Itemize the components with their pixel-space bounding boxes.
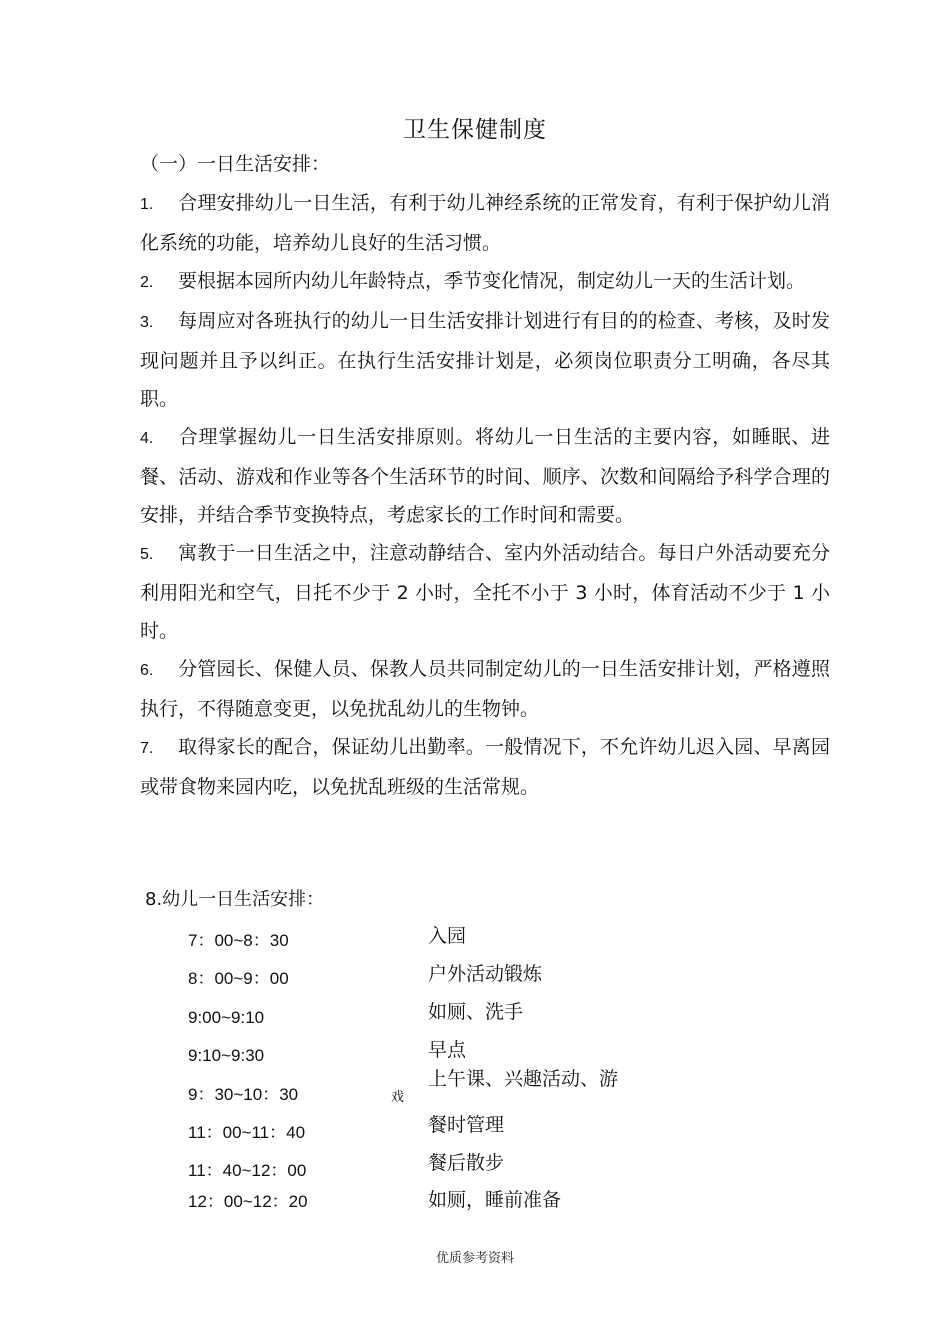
schedule-time: 12：00~12：20 — [188, 1192, 308, 1211]
rule-item — [140, 418, 830, 534]
rule-text: 每周应对各班执行的幼儿一日生活安排计划进行有目的的检查、考核，及时发现问题并且予以纠正。在执行生活安排计划是，必须岗位职责分工明确，各尽其职。 — [140, 310, 830, 410]
footer-caption: 优质参考资料 — [435, 1251, 514, 1266]
rule-number: 3. — [140, 314, 154, 331]
rule-item — [140, 650, 830, 728]
schedule-time: 11：40~12：00 — [188, 1161, 307, 1180]
schedule-time: 9:00~9:10 — [188, 1008, 265, 1027]
rule-text: 寓教于一日生活之中，注意动静结合、室内外活动结合。每日户外活动要充分利用阳光和空气，日托不少于 2 小时，全托不小于 3 小时，体育活动不少于 1 小时。 — [140, 542, 830, 642]
stray-glyph: 戏 — [391, 1090, 405, 1105]
rule-number: 4. — [140, 430, 154, 447]
rule-item — [140, 534, 830, 650]
rule-item — [140, 728, 830, 806]
rule-number: 1. — [140, 196, 154, 213]
schedule-time: 11：00~11：40 — [188, 1123, 306, 1142]
rule-text: 合理掌握幼儿一日生活安排原则。将幼儿一日生活的主要内容，如睡眠、进餐、活动、游戏和作业等各个生活环节的时间、顺序、次数和间隔给予科学合理的安排，并结合季节变换特点，考虑家长的工作时间和需要。 — [140, 426, 830, 526]
section-heading: （一）一日生活安排： — [140, 153, 331, 175]
rule-text: 取得家长的配合，保证幼儿出勤率。一般情况下，不允许幼儿迟入园、早离园或带食物来园内吃，以免扰乱班级的生活常规。 — [140, 736, 830, 798]
rule-text: 要根据本园所内幼儿年龄特点，季节变化情况，制定幼儿一天的生活计划。 — [178, 270, 806, 292]
rule-number: 2. — [140, 274, 154, 291]
schedule-time: 7：00~8：30 — [188, 931, 289, 950]
schedule-time: 9：30~10：30 — [188, 1085, 299, 1104]
rule-text: 分管园长、保健人员、保教人员共同制定幼儿的一日生活安排计划，严格遵照执行，不得随意变更，以免扰乱幼儿的生物钟。 — [140, 658, 830, 720]
rule-number: 5. — [140, 546, 154, 563]
schedule-activity: 户外活动锻炼 — [428, 963, 543, 985]
rule-text: 合理安排幼儿一日生活，有利于幼儿神经系统的正常发育，有利于保护幼儿消化系统的功能，培养幼儿良好的生活习惯。 — [140, 192, 830, 254]
schedule-activity: 早点 — [428, 1039, 467, 1061]
rule-item — [140, 302, 830, 418]
schedule-activity: 如厕，睡前准备 — [428, 1189, 562, 1211]
schedule-activity: 上午课、兴趣活动、游 — [428, 1068, 619, 1090]
rule-number: 6. — [140, 662, 154, 679]
schedule-activity: 入园 — [428, 925, 467, 947]
schedule-activity: 餐时管理 — [428, 1114, 505, 1136]
schedule-activity: 如厕、洗手 — [428, 1001, 524, 1023]
schedule-time: 9:10~9:30 — [188, 1046, 265, 1065]
schedule-heading: 8.幼儿一日生活安排： — [145, 889, 325, 910]
rule-item — [140, 262, 830, 302]
rule-item — [140, 184, 830, 262]
schedule-time: 8：00~9：00 — [188, 969, 289, 988]
rule-number: 7. — [140, 740, 154, 757]
rules-list — [140, 184, 830, 806]
schedule-table — [0, 918, 950, 1218]
schedule-activity: 餐后散步 — [428, 1152, 505, 1174]
document-title: 卫生保健制度 — [403, 117, 547, 143]
